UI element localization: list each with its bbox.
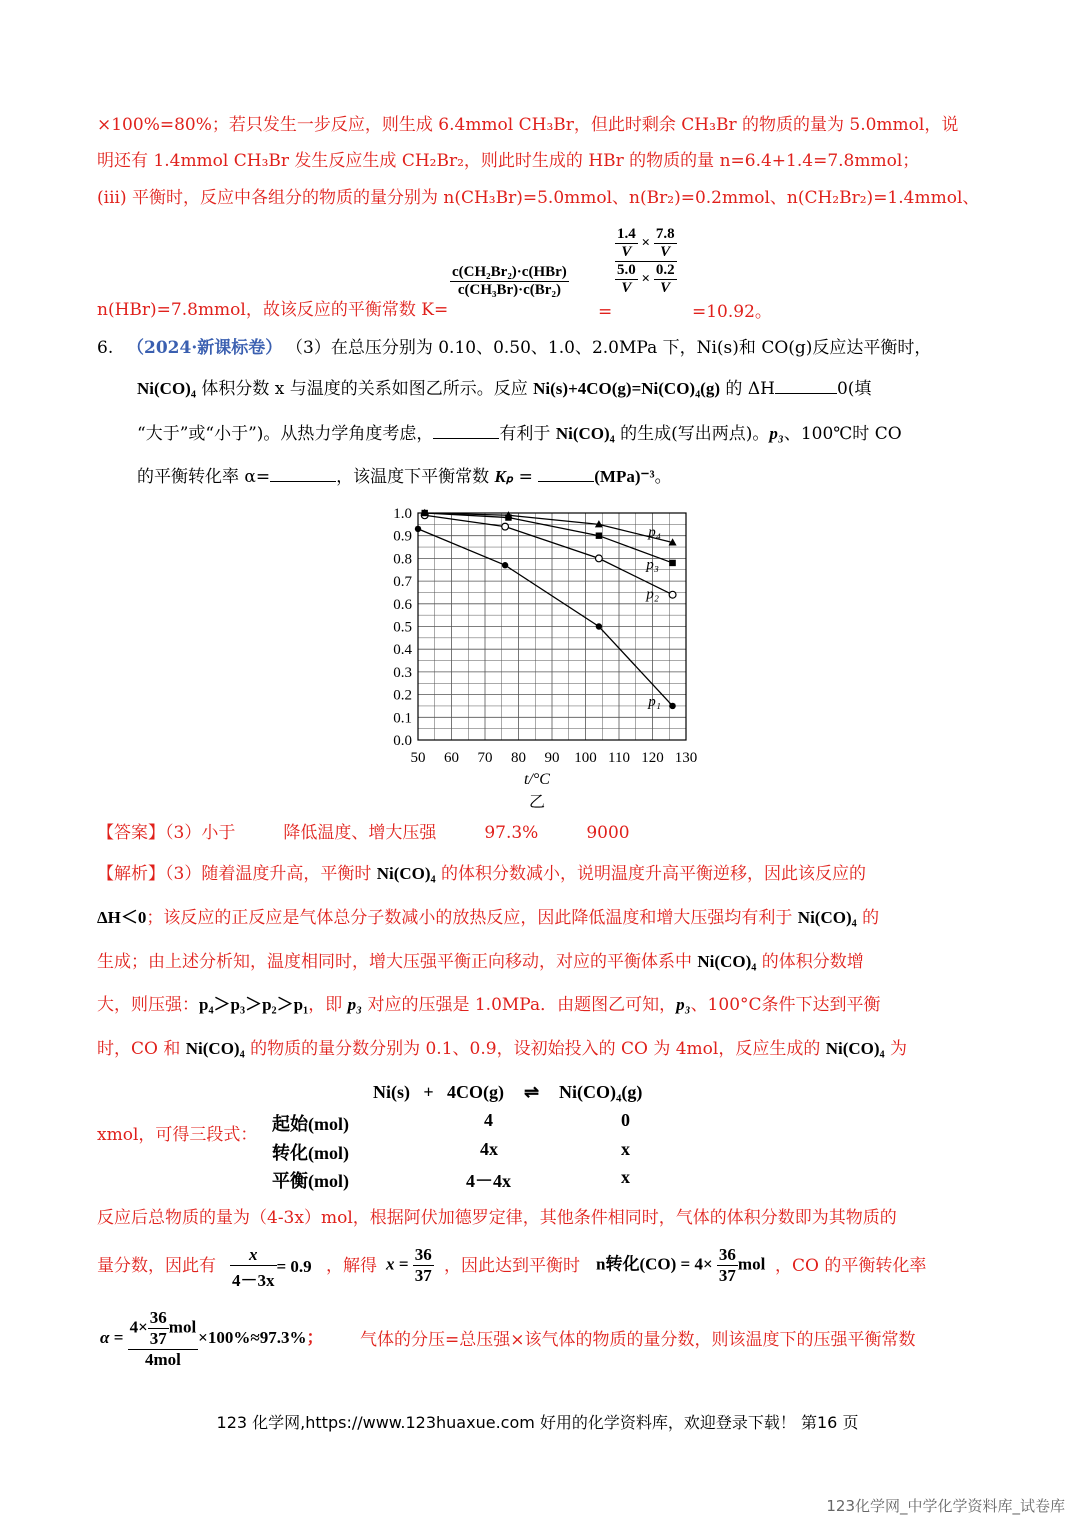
k-denominator: c(CH₃Br)·c(Br₂) bbox=[457, 282, 561, 298]
y-tick-label: 0.9 bbox=[393, 528, 412, 545]
question-line-4: 的平衡转化率 α= ，该温度下平衡常数 Kₚ = (MPa)⁻³。 bbox=[137, 467, 672, 487]
analysis-line-9: 气体的分压=总压强×该气体的物质的量分数，则该温度下的压强平衡常数 bbox=[360, 1330, 916, 1350]
x-solution: x = $\frac{36}{37}$ bbox=[386, 1245, 432, 1285]
answer-line: 【答案】（3）小于 降低温度、增大压强 97.3% 9000 bbox=[97, 823, 630, 843]
analysis-tag: 【解析】 bbox=[97, 864, 165, 884]
table-row-change-label: 转化(mol) bbox=[272, 1143, 349, 1163]
table-row-start-ni: 0 bbox=[621, 1110, 630, 1130]
question-line-1: （3）在总压分别为 0.10、0.50、1.0、2.0MPa 下，Ni(s)和 CO(g)反应达平衡时， bbox=[286, 338, 932, 358]
question-line-2: Ni(CO)₄ 体积分数 x 与温度的关系如图乙所示。反应 Ni(s)+4CO(g)=Ni(CO)₄(g) 的 ΔH 0(填 bbox=[137, 379, 872, 399]
n-converted-co: n转化(CO) = 4× $\frac{36}{37}$ mol bbox=[596, 1245, 766, 1285]
chart-caption: 乙 bbox=[528, 792, 546, 811]
data-point bbox=[596, 555, 603, 562]
y-tick-label: 0.8 bbox=[393, 551, 412, 568]
analysis-line-8-c: ，因此达到平衡时 bbox=[444, 1256, 580, 1276]
series-line-p₄ bbox=[425, 513, 673, 543]
analysis-line-2: ΔH＜0；该反应的正反应是气体总分子数减小的放热反应，因此降低温度和增大压强均有利于 Ni(CO)₄ 的 bbox=[97, 908, 880, 928]
analysis-line-3: 生成；由上述分析知，温度相同时，增大压强平衡正向移动，对应的平衡体系中 Ni(CO)₄ 的体积分数增 bbox=[97, 952, 864, 972]
y-tick-label: 0.3 bbox=[393, 664, 412, 681]
data-point bbox=[502, 523, 509, 530]
chart-figure-yi bbox=[370, 500, 700, 815]
analysis-line-6: xmol，可得三段式： bbox=[97, 1125, 258, 1145]
analysis-line-8-d: ，CO 的平衡转化率 bbox=[775, 1256, 927, 1276]
reaction-equation: Ni(s) + 4CO(g) ⇌ Ni(CO)₄(g) bbox=[373, 1082, 643, 1102]
k-value-fraction: $\frac{1.4}{V}$ × $\frac{7.8}{V}$ $\frac{5.0}{V}$ × $\frac{0.2}{V}$ bbox=[617, 226, 675, 296]
x-tick-label: 60 bbox=[444, 750, 459, 766]
x-tick-label: 100 bbox=[574, 750, 597, 766]
table-row-eq-ni: x bbox=[621, 1167, 630, 1187]
x-tick-label: 80 bbox=[511, 750, 526, 766]
question-source-tag: （2024·新课标卷） bbox=[127, 338, 283, 358]
x-axis-label: t/°C bbox=[524, 771, 550, 788]
mole-fraction-equation: $\frac{x}{4-3x}$ = 0.9 bbox=[232, 1245, 312, 1290]
data-point bbox=[596, 623, 602, 629]
series-line-p₁ bbox=[418, 529, 673, 706]
data-point bbox=[669, 591, 676, 598]
data-point bbox=[669, 560, 675, 566]
x-tick-label: 90 bbox=[544, 750, 560, 766]
y-tick-label: 1.0 bbox=[393, 506, 412, 522]
para-line-4: n(HBr)=7.8mmol，故该反应的平衡常数 K= bbox=[97, 300, 449, 320]
question-number: 6. bbox=[97, 338, 114, 358]
table-row-eq-co: 4－4x bbox=[466, 1171, 511, 1191]
y-tick-label: 0.6 bbox=[393, 596, 412, 613]
table-row-start-co: 4 bbox=[484, 1110, 493, 1130]
conversion-rate-equation: α = 4× $\frac{36}{37}$ mol 4mol ×100%≈97.3%； bbox=[100, 1308, 324, 1369]
x-tick-label: 50 bbox=[410, 750, 426, 766]
para-line-2: 明还有 1.4mmol CH₃Br 发生反应生成 CH₂Br₂，则此时生成的 HBr 的物质的量 n=6.4+1.4=7.8mmol； bbox=[97, 151, 920, 171]
k-numerator: c(CH₂Br₂)·c(HBr) bbox=[452, 264, 567, 280]
x-tick-label: 120 bbox=[641, 750, 664, 766]
series-label: p₄ bbox=[648, 524, 661, 541]
para-line-1: ×100%=80%；若只发生一步反应，则生成 6.4mmol CH₃Br，但此时剩余 CH₃Br 的物质的量为 5.0mmol，说 bbox=[97, 115, 959, 135]
data-point bbox=[415, 526, 421, 532]
answer-tag: 【答案】 bbox=[97, 823, 165, 843]
series-label: p₃ bbox=[646, 556, 659, 573]
table-row-change-ni: x bbox=[621, 1139, 630, 1159]
k-result: =10.92。 bbox=[692, 302, 772, 322]
data-point bbox=[502, 562, 508, 568]
y-tick-label: 0.4 bbox=[393, 642, 412, 659]
y-tick-label: 0.1 bbox=[393, 710, 412, 727]
series-line-p₂ bbox=[425, 515, 673, 594]
equals-sign: = bbox=[598, 302, 613, 322]
y-tick-label: 0.5 bbox=[393, 619, 412, 636]
table-row-eq-label: 平衡(mol) bbox=[272, 1171, 349, 1191]
analysis-line-7: 反应后总物质的量为（4-3x）mol，根据阿伏加德罗定律，其他条件相同时，气体的体积分数即为其物质的 bbox=[97, 1208, 897, 1228]
series-label: p₁ bbox=[648, 693, 661, 710]
analysis-line-4: 大，则压强：p₄＞p₃＞p₂＞p₁，即 p₃ 对应的压强是 1.0MPa．由题图乙可知，p₃、100°C条件下达到平衡 bbox=[97, 995, 881, 1015]
data-point bbox=[669, 703, 675, 709]
series-label: p₂ bbox=[646, 586, 659, 603]
page-footer: 123 化学网,https://www.123huaxue.com 好用的化学资料库，欢迎登录下载！ 第16 页 bbox=[216, 1413, 859, 1432]
x-tick-label: 110 bbox=[608, 750, 630, 766]
analysis-line-1: 【解析】（3）随着温度升高，平衡时 Ni(CO)₄ 的体积分数减小，说明温度升高平衡逆移，因此该反应的 bbox=[97, 864, 867, 884]
question-line-3: “大于”或“小于”)。从热力学角度考虑， 有利于 Ni(CO)₄ 的生成(写出两点)。p₃、100℃时 CO bbox=[137, 424, 902, 444]
table-row-start-label: 起始(mol) bbox=[272, 1114, 349, 1134]
data-point bbox=[596, 533, 602, 539]
y-tick-label: 0.7 bbox=[393, 574, 412, 591]
watermark: 123化学网_中学化学资料库_试卷库 bbox=[826, 1497, 1065, 1515]
analysis-line-5: 时，CO 和 Ni(CO)₄ 的物质的量分数分别为 0.1、0.9，设初始投入的 CO 为 4mol，反应生成的 Ni(CO)₄ 为 bbox=[97, 1039, 908, 1059]
analysis-line-8-a: 量分数，因此有 bbox=[97, 1256, 216, 1276]
equilibrium-expression bbox=[450, 264, 569, 299]
para-line-3: (iii) 平衡时，反应中各组分的物质的量分别为 n(CH₃Br)=5.0mmol、n(Br₂)=0.2mmol、n(CH₂Br₂)=1.4mmol、 bbox=[97, 188, 980, 208]
analysis-line-8-b: ，解得 bbox=[326, 1256, 377, 1276]
x-tick-label: 70 bbox=[477, 750, 493, 766]
x-tick-label: 130 bbox=[674, 750, 698, 766]
table-row-change-co: 4x bbox=[480, 1139, 498, 1159]
y-tick-label: 0.0 bbox=[393, 733, 412, 749]
y-tick-label: 0.2 bbox=[393, 687, 412, 704]
